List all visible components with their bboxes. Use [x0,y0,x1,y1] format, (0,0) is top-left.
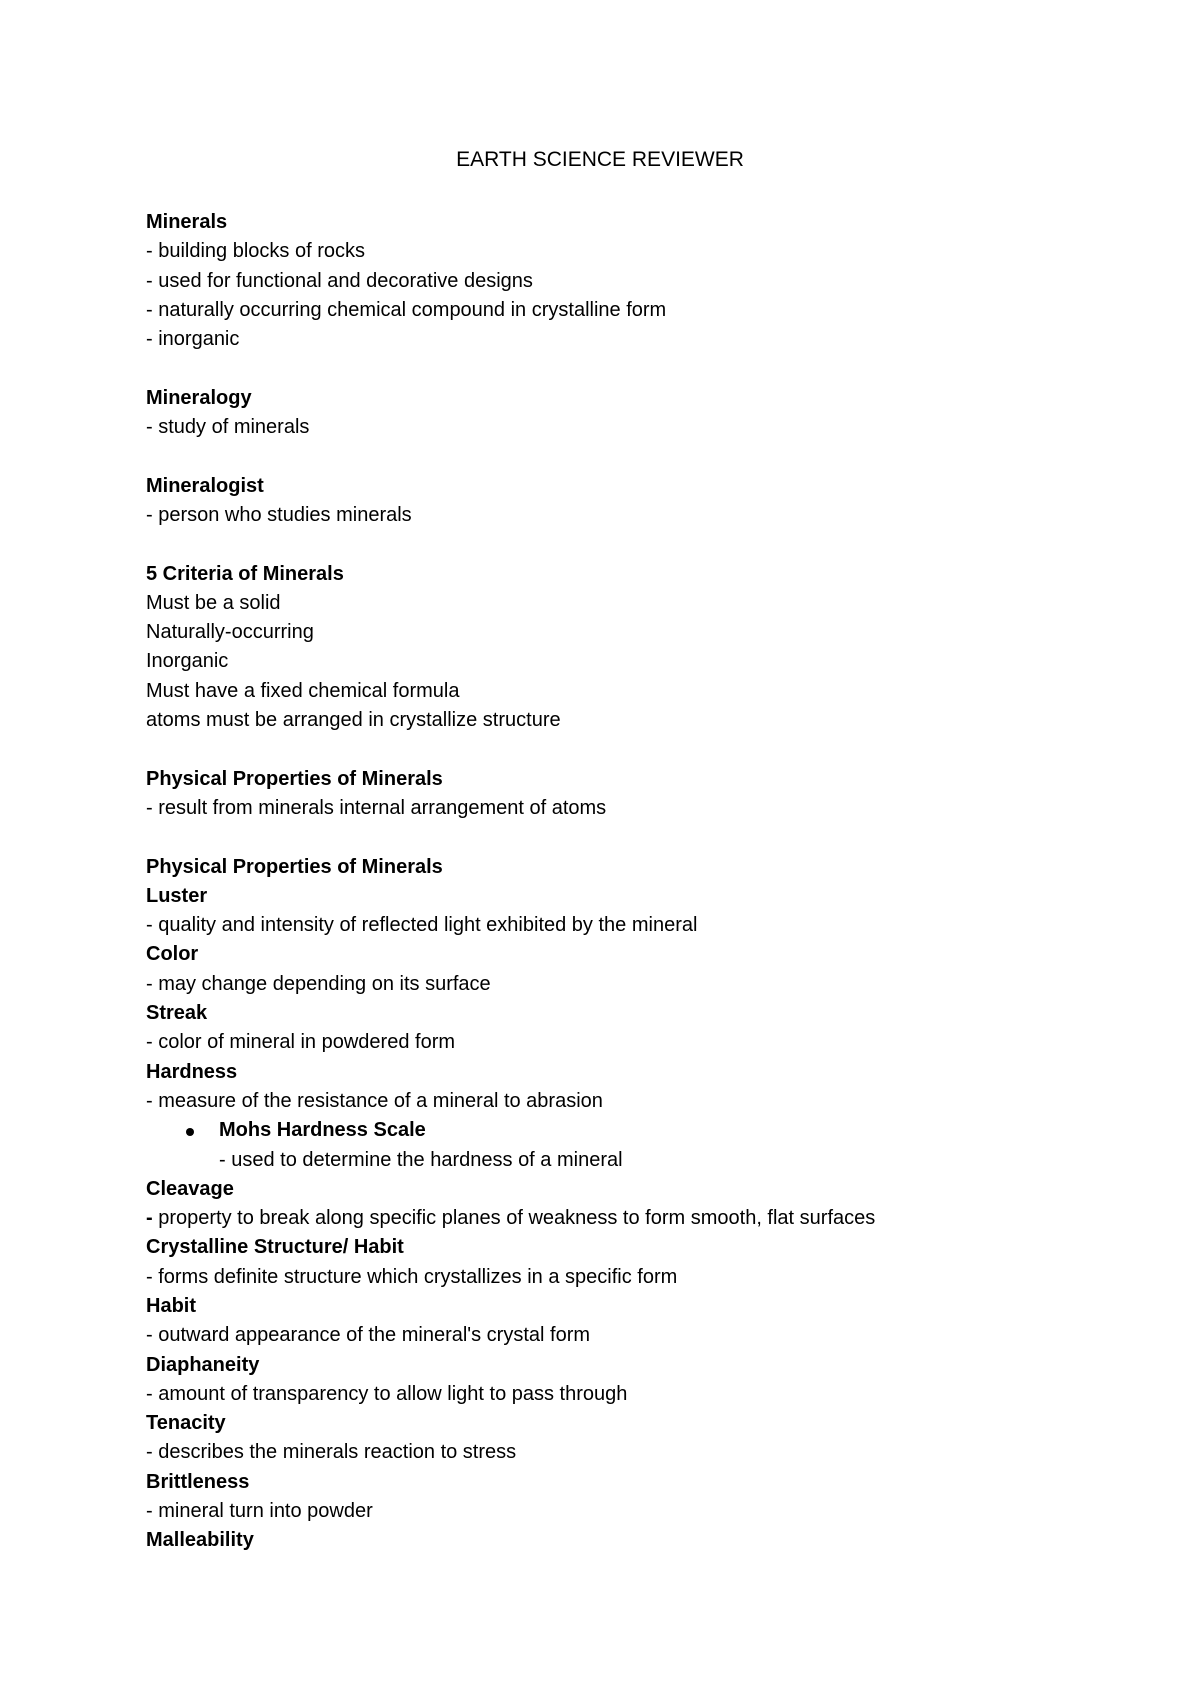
property-luster-name: Luster [146,884,208,907]
heading-criteria: 5 Criteria of Minerals [146,562,344,585]
property-color-desc: - may change depending on its surface [146,972,491,995]
minerals-item: - inorganic [146,328,240,351]
mineralogy-item: - study of minerals [146,416,310,439]
heading-physical-properties: Physical Properties of Minerals [146,767,443,790]
property-cleavage-line [146,1204,1146,1233]
property-habit-name: Habit [146,1294,196,1317]
criteria-item: Naturally-occurring [146,621,314,644]
criteria-item: Inorganic [146,650,229,673]
criteria-item: atoms must be arranged in crystallize structure [146,709,561,732]
mineralogist-item: - person who studies minerals [146,503,412,526]
property-brittleness-desc: - mineral turn into powder [146,1500,373,1523]
criteria-item: Must have a fixed chemical formula [146,679,460,702]
physical-properties-item: - result from minerals internal arrangement of atoms [146,796,607,819]
property-crystalline-name: Crystalline Structure/ Habit [146,1236,404,1259]
property-hardness-desc: - measure of the resistance of a mineral to abrasion [146,1089,603,1112]
minerals-item: - used for functional and decorative designs [146,269,533,292]
property-mohs-desc: - used to determine the hardness of a mineral [219,1148,623,1171]
property-habit-desc: - outward appearance of the mineral's crystal form [146,1324,591,1347]
property-hardness-name: Hardness [146,1060,238,1083]
property-crystalline-desc: - forms definite structure which crystallizes in a specific form [146,1265,678,1288]
heading-mineralogist: Mineralogist [146,474,264,497]
minerals-item: - building blocks of rocks [146,240,365,263]
property-mohs-name: Mohs Hardness Scale [219,1119,426,1142]
property-tenacity-desc: - describes the minerals reaction to stress [146,1441,517,1464]
document-body [146,208,1146,1556]
property-cleavage-name: Cleavage [146,1177,234,1200]
property-streak-desc: - color of mineral in powdered form [146,1031,456,1054]
heading-minerals: Minerals [146,211,228,233]
property-cleavage-dash: - [146,1207,153,1230]
bullet-mohs [146,1116,1146,1145]
minerals-item: - naturally occurring chemical compound in crystalline form [146,298,667,321]
bullet-dot-icon [186,1128,194,1136]
heading-physical-properties-list: Physical Properties of Minerals [146,855,443,878]
property-color-name: Color [146,943,199,966]
property-cleavage-desc: property to break along specific planes of weakness to form smooth, flat surfaces [152,1207,876,1230]
property-diaphaneity-name: Diaphaneity [146,1353,260,1376]
property-streak-name: Streak [146,1002,208,1025]
criteria-item: Must be a solid [146,591,281,614]
property-luster-desc: - quality and intensity of reflected light exhibited by the mineral [146,914,698,937]
property-diaphaneity-desc: - amount of transparency to allow light to pass through [146,1382,628,1405]
heading-mineralogy: Mineralogy [146,386,252,409]
property-malleability-name: Malleability [146,1529,254,1552]
property-brittleness-name: Brittleness [146,1470,250,1493]
property-tenacity-name: Tenacity [146,1412,226,1435]
document-title: EARTH SCIENCE REVIEWER [456,148,744,171]
